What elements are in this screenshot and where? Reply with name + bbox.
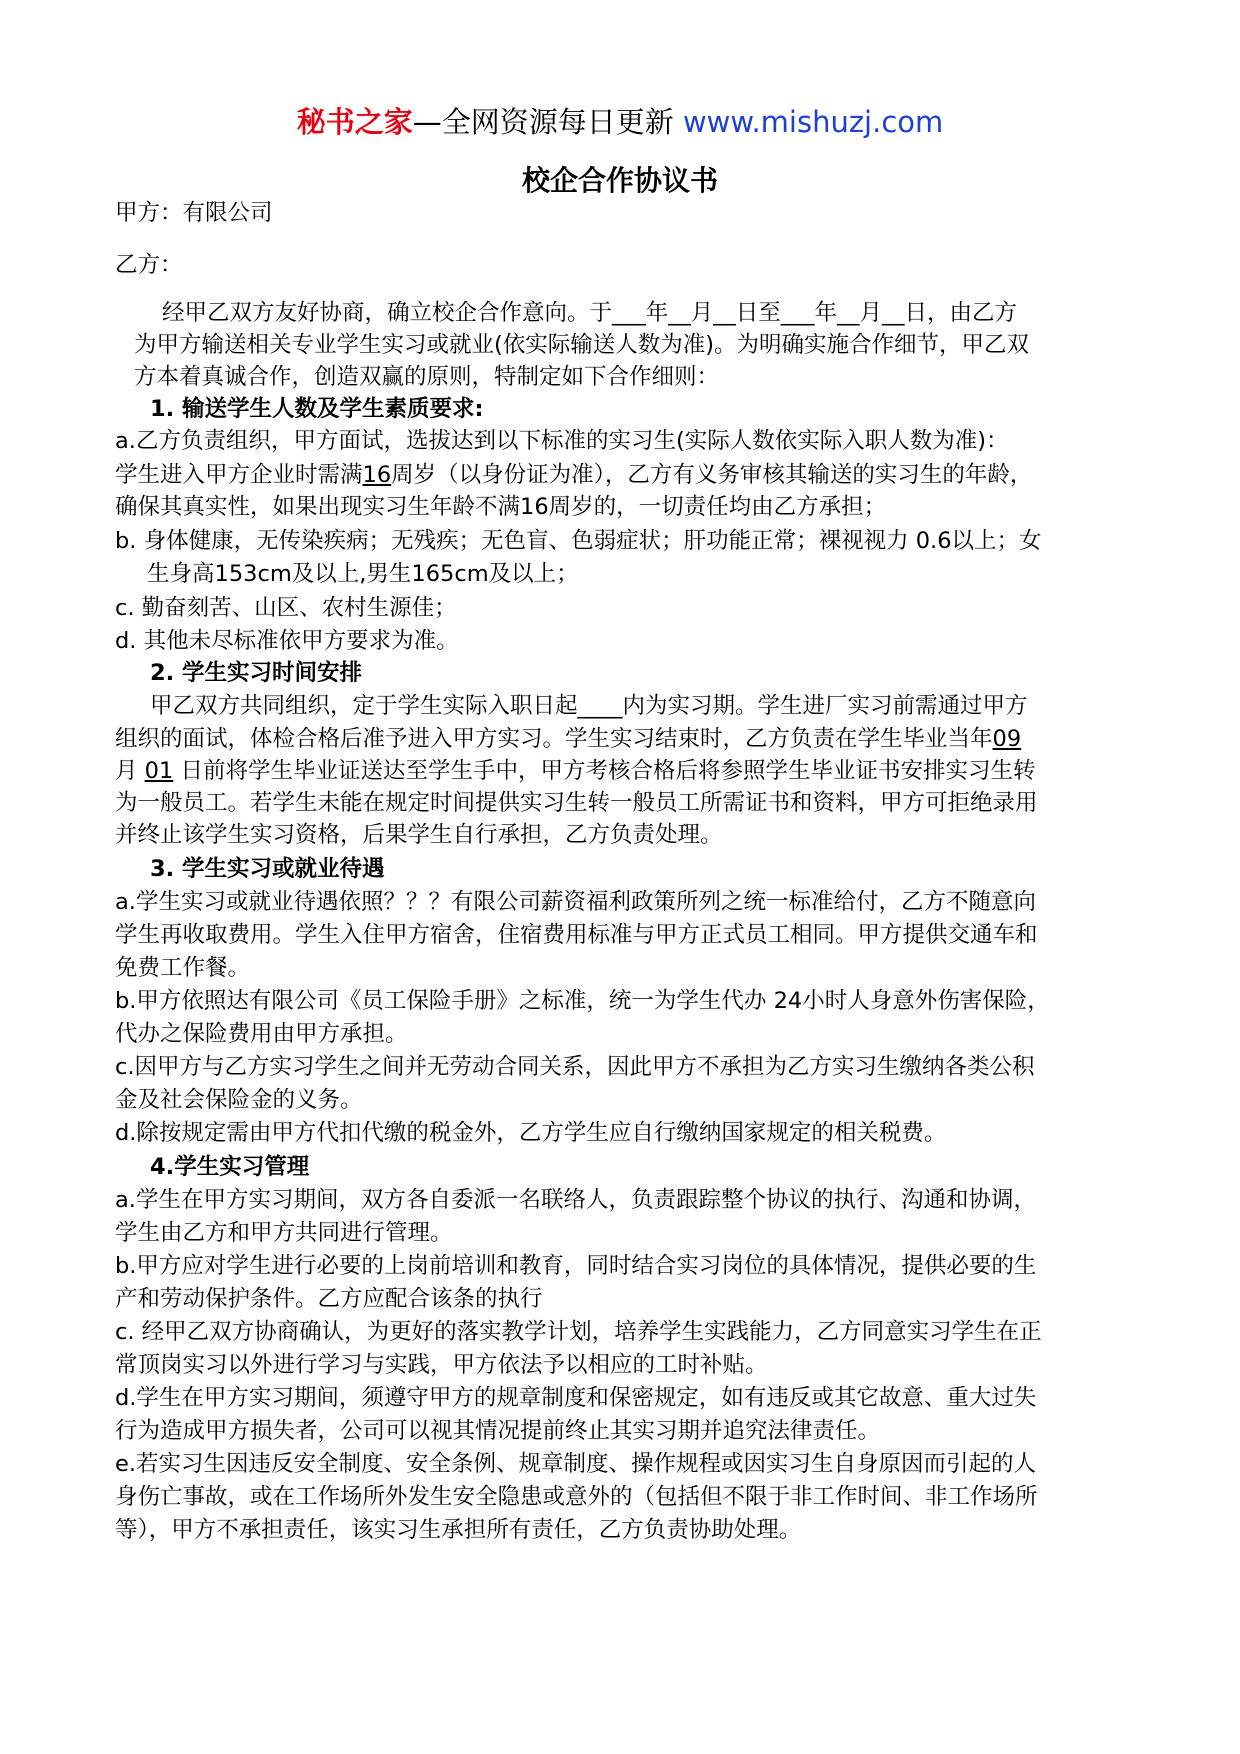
section-4-line: d.学生在甲方实习期间，须遵守甲方的规章制度和保密规定，如有违反或其它故意、重大过失 xyxy=(115,1385,1037,1411)
section-1-line xyxy=(115,459,1032,492)
section-3-line: b.甲方依照达有限公司《员工保险手册》之标准，统一为学生代办 24小时人身意外伤害保险， xyxy=(115,988,1050,1014)
section-4-line: 行为造成甲方损失者，公司可以视其情况提前终止其实习期并追究法律责任。 xyxy=(115,1418,881,1444)
section-2-text: 组织的面试，体检合格后准予进入甲方实习。学生实习结束时，乙方负责在学生毕业当年 xyxy=(115,726,993,752)
age-requirement-text: 周岁（以身份证为准），乙方有义务审核其输送的实习生的年龄， xyxy=(391,462,1033,488)
section-4-line: e.若实习生因违反安全制度、安全条例、规章制度、操作规程或因实习生自身原因而引起的人 xyxy=(115,1451,1036,1477)
section-2-heading: 2. 学生实习时间安排 xyxy=(150,660,363,686)
section-3-line: 金及社会保险金的义务。 xyxy=(115,1087,363,1113)
section-1-line: d. 其他未尽标准依甲方要求为准。 xyxy=(115,628,459,654)
section-1-line: a.乙方负责组织，甲方面试，选拔达到以下标准的实习生(实际人数依实际入职人数为准)： xyxy=(115,428,1009,454)
site-banner xyxy=(0,102,1240,142)
party-b-line: 乙方： xyxy=(115,252,183,278)
site-url-link[interactable]: www.mishuzj.com xyxy=(682,105,944,139)
section-2-line: 甲乙双方共同组织，定于学生实际入职日起____内为实习期。学生进厂实习前需通过甲方 xyxy=(150,693,1028,719)
section-4-line: c. 经甲乙双方协商确认，为更好的落实教学计划，培养学生实践能力，乙方同意实习学生在正 xyxy=(115,1319,1042,1345)
section-3-line: 学生再收取费用。学生入住甲方宿舍，住宿费用标准与甲方正式员工相同。甲方提供交通车和 xyxy=(115,922,1038,948)
intro-line: 为甲方输送相关专业学生实习或就业(依实际输送人数为准)。为明确实施合作细节，甲乙双 xyxy=(134,332,1030,358)
section-3-heading: 3. 学生实习或就业待遇 xyxy=(150,856,385,882)
age-requirement-text: 学生进入甲方企业时需满 xyxy=(115,462,363,488)
section-4-line: 产和劳动保护条件。乙方应配合该条的执行 xyxy=(115,1286,543,1312)
section-4-line: b.甲方应对学生进行必要的上岗前培训和教育，同时结合实习岗位的具体情况，提供必要的生 xyxy=(115,1253,1037,1279)
section-2-text: 日前将学生毕业证送达至学生手中，甲方考核合格后将参照学生毕业证书安排实习生转 xyxy=(180,758,1036,784)
section-4-line: 等），甲方不承担责任，该实习生承担所有责任，乙方负责协助处理。 xyxy=(115,1517,802,1543)
section-1-line: 确保其真实性，如果出现实习生年龄不满16周岁的，一切责任均由乙方承担； xyxy=(115,494,887,520)
intro-line: 方本着真诚合作，创造双赢的原则，特制定如下合作细则： xyxy=(134,364,720,390)
section-2-line: 为一般员工。若学生未能在规定时间提供实习生转一般员工所需证书和资料，甲方可拒绝录用 xyxy=(115,790,1038,816)
section-3-line: d.除按规定需由甲方代扣代缴的税金外，乙方学生应自行缴纳国家规定的相关税费。 xyxy=(115,1120,947,1146)
section-4-line: 学生由乙方和甲方共同进行管理。 xyxy=(115,1220,453,1246)
day-value: 01 xyxy=(144,758,174,784)
section-4-heading: 4.学生实习管理 xyxy=(150,1154,310,1180)
section-4-line: 身伤亡事故，或在工作场所外发生安全隐患或意外的（包括但不限于非工作时间、非工作场所 xyxy=(115,1484,1038,1510)
banner-slogan: —全网资源每日更新 xyxy=(412,105,674,139)
section-3-line: c.因甲方与乙方实习学生之间并无劳动合同关系，因此甲方不承担为乙方实习生缴纳各类公积 xyxy=(115,1054,1035,1080)
section-1-line: c. 勤奋刻苦、山区、农村生源佳； xyxy=(115,595,457,621)
age-value: 16 xyxy=(362,462,392,488)
section-2-line xyxy=(115,755,1035,788)
section-1-line: 生身高153cm及以上,男生165cm及以上； xyxy=(147,561,579,587)
section-4-line: a.学生在甲方实习期间，双方各自委派一名联络人，负责跟踪整个协议的执行、沟通和协调， xyxy=(115,1187,1036,1213)
document-title: 校企合作协议书 xyxy=(521,164,718,197)
section-1-heading: 1. 输送学生人数及学生素质要求: xyxy=(150,396,484,422)
section-4-line: 常顶岗实习以外进行学习与实践，甲方依法予以相应的工时补贴。 xyxy=(115,1352,768,1378)
section-3-line: 代办之保险费用由甲方承担。 xyxy=(115,1021,408,1047)
party-a-line: 甲方：有限公司 xyxy=(115,200,273,226)
month-value: 09 xyxy=(992,726,1022,752)
intro-line: 经甲乙双方友好协商，确立校企合作意向。于___年__月__日至___年__月__日，由乙方 xyxy=(162,300,1018,326)
section-3-line: 免费工作餐。 xyxy=(115,955,251,981)
month-label: 月 xyxy=(115,758,138,784)
section-2-line xyxy=(115,723,1021,756)
brand-name: 秘书之家 xyxy=(296,105,413,139)
section-2-line: 并终止该学生实习资格，后果学生自行承担，乙方负责处理。 xyxy=(115,822,723,848)
section-3-line: a.学生实习或就业待遇依照？？？有限公司薪资福利政策所列之统一标准给付，乙方不随意向 xyxy=(115,889,1036,915)
section-1-line: b. 身体健康，无传染疾病；无残疾；无色盲、色弱症状；肝功能正常；裸视视力 0.6以上；女 xyxy=(115,528,1042,554)
